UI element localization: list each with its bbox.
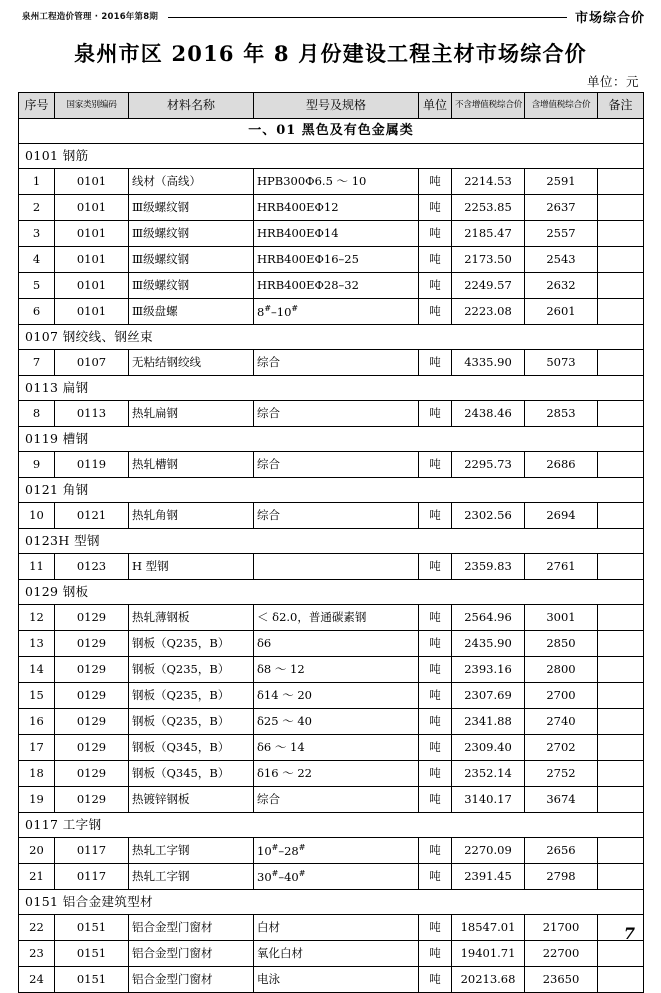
cell-seq: 11 [19, 554, 55, 580]
cell-spec: 8#–10# [254, 299, 419, 325]
group-header-label: 0117 工字钢 [19, 813, 644, 838]
cell-price-incl-tax: 2800 [525, 657, 598, 683]
cell-unit: 吨 [419, 247, 452, 273]
column-header-price-incl-tax: 含增值税综合价 [525, 93, 598, 119]
cell-spec: δ6 [254, 631, 419, 657]
cell-name: Ⅲ级螺纹钢 [129, 221, 254, 247]
cell-price-incl-tax: 5073 [525, 350, 598, 376]
cell-name: Ⅲ级螺纹钢 [129, 247, 254, 273]
cell-unit: 吨 [419, 967, 452, 993]
cell-price-excl-tax: 2391.45 [452, 864, 525, 890]
table-row [19, 350, 644, 376]
cell-unit: 吨 [419, 452, 452, 478]
cell-spec: 综合 [254, 350, 419, 376]
cell-seq: 14 [19, 657, 55, 683]
group-header-row [19, 478, 644, 503]
group-header-row [19, 529, 644, 554]
column-header-spec: 型号及规格 [254, 93, 419, 119]
cell-seq: 9 [19, 452, 55, 478]
cell-code: 0129 [55, 735, 129, 761]
cell-price-excl-tax: 3140.17 [452, 787, 525, 813]
cell-seq: 24 [19, 967, 55, 993]
cell-unit: 吨 [419, 838, 452, 864]
cell-seq: 18 [19, 761, 55, 787]
cell-code: 0101 [55, 273, 129, 299]
cell-unit: 吨 [419, 299, 452, 325]
group-header-row [19, 376, 644, 401]
cell-name: 铝合金型门窗材 [129, 915, 254, 941]
cell-spec: 综合 [254, 452, 419, 478]
cell-seq: 19 [19, 787, 55, 813]
cell-remark [598, 554, 644, 580]
cell-code: 0117 [55, 838, 129, 864]
running-head [0, 6, 661, 26]
cell-seq: 4 [19, 247, 55, 273]
cell-unit: 吨 [419, 554, 452, 580]
table-row [19, 605, 644, 631]
cell-unit: 吨 [419, 503, 452, 529]
cell-unit: 吨 [419, 221, 452, 247]
unit-note: 单位：元 [586, 74, 639, 89]
cell-seq: 16 [19, 709, 55, 735]
cell-name: 热轧薄钢板 [129, 605, 254, 631]
cell-code: 0151 [55, 941, 129, 967]
table-row [19, 709, 644, 735]
cell-spec: HRB400EΦ16–25 [254, 247, 419, 273]
cell-seq: 21 [19, 864, 55, 890]
cell-unit: 吨 [419, 401, 452, 427]
cell-price-excl-tax: 2352.14 [452, 761, 525, 787]
cell-price-incl-tax: 2798 [525, 864, 598, 890]
cell-price-excl-tax: 19401.71 [452, 941, 525, 967]
cell-price-incl-tax: 2601 [525, 299, 598, 325]
cell-price-excl-tax: 2307.69 [452, 683, 525, 709]
group-header-row [19, 813, 644, 838]
cell-remark [598, 915, 644, 941]
cell-remark [598, 735, 644, 761]
running-head-rule [168, 17, 567, 18]
cell-name: 热镀锌钢板 [129, 787, 254, 813]
cell-price-excl-tax: 2214.53 [452, 169, 525, 195]
cell-price-excl-tax: 2438.46 [452, 401, 525, 427]
cell-name: 线材（高线） [129, 169, 254, 195]
cell-spec: δ6 ～ 14 [254, 735, 419, 761]
cell-remark [598, 350, 644, 376]
cell-code: 0129 [55, 605, 129, 631]
cell-unit: 吨 [419, 657, 452, 683]
cell-code: 0101 [55, 169, 129, 195]
cell-code: 0129 [55, 787, 129, 813]
cell-code: 0119 [55, 452, 129, 478]
cell-price-incl-tax: 2702 [525, 735, 598, 761]
cell-name: 钢板（Q235，B） [129, 631, 254, 657]
cell-seq: 10 [19, 503, 55, 529]
cell-price-incl-tax: 2543 [525, 247, 598, 273]
category-title-row [19, 119, 644, 144]
cell-code: 0129 [55, 683, 129, 709]
cell-unit: 吨 [419, 709, 452, 735]
cell-unit: 吨 [419, 195, 452, 221]
cell-code: 0101 [55, 221, 129, 247]
cell-seq: 15 [19, 683, 55, 709]
cell-code: 0129 [55, 657, 129, 683]
cell-name: 钢板（Q235，B） [129, 657, 254, 683]
cell-unit: 吨 [419, 864, 452, 890]
cell-name: 铝合金型门窗材 [129, 967, 254, 993]
cell-unit: 吨 [419, 941, 452, 967]
table-row [19, 401, 644, 427]
table-row [19, 761, 644, 787]
cell-spec: δ16 ～ 22 [254, 761, 419, 787]
table-row [19, 941, 644, 967]
cell-price-incl-tax: 2853 [525, 401, 598, 427]
cell-code: 0117 [55, 864, 129, 890]
table-row [19, 503, 644, 529]
table-row [19, 657, 644, 683]
cell-remark [598, 247, 644, 273]
cell-price-excl-tax: 2393.16 [452, 657, 525, 683]
cell-price-excl-tax: 2295.73 [452, 452, 525, 478]
cell-unit: 吨 [419, 735, 452, 761]
cell-unit: 吨 [419, 169, 452, 195]
table-row [19, 554, 644, 580]
cell-code: 0121 [55, 503, 129, 529]
cell-seq: 3 [19, 221, 55, 247]
cell-remark [598, 709, 644, 735]
group-header-row [19, 580, 644, 605]
group-header-row [19, 325, 644, 350]
cell-remark [598, 401, 644, 427]
table-row [19, 169, 644, 195]
cell-price-incl-tax: 2637 [525, 195, 598, 221]
table-row [19, 864, 644, 890]
cell-code: 0101 [55, 195, 129, 221]
group-header-label: 0121 角钢 [19, 478, 644, 503]
cell-price-incl-tax: 2740 [525, 709, 598, 735]
cell-remark [598, 195, 644, 221]
cell-price-incl-tax: 2761 [525, 554, 598, 580]
cell-spec: 白材 [254, 915, 419, 941]
cell-name: 热轧扁钢 [129, 401, 254, 427]
cell-spec: 氧化白材 [254, 941, 419, 967]
cell-seq: 20 [19, 838, 55, 864]
cell-unit: 吨 [419, 915, 452, 941]
table-row [19, 195, 644, 221]
group-header-label: 0119 槽钢 [19, 427, 644, 452]
cell-code: 0129 [55, 631, 129, 657]
cell-price-incl-tax: 3001 [525, 605, 598, 631]
column-header-price-excl-tax: 不含增值税综合价 [452, 93, 525, 119]
table-header-row [19, 93, 644, 119]
group-header-label: 0107 钢绞线、钢丝束 [19, 325, 644, 350]
cell-spec: HPB300Φ6.5 ～ 10 [254, 169, 419, 195]
page-number: 7 [623, 924, 635, 943]
price-table [18, 92, 644, 993]
cell-name: 钢板（Q235，B） [129, 709, 254, 735]
cell-spec: δ14 ～ 20 [254, 683, 419, 709]
cell-price-excl-tax: 2302.56 [452, 503, 525, 529]
cell-seq: 7 [19, 350, 55, 376]
group-header-label: 0113 扁钢 [19, 376, 644, 401]
table-body [19, 119, 644, 993]
cell-name: 铝合金型门窗材 [129, 941, 254, 967]
cell-remark [598, 221, 644, 247]
running-head-right-text: 市场综合价 [574, 10, 645, 26]
cell-seq: 1 [19, 169, 55, 195]
table-row [19, 273, 644, 299]
cell-seq: 6 [19, 299, 55, 325]
cell-remark [598, 941, 644, 967]
table-row [19, 735, 644, 761]
cell-unit: 吨 [419, 605, 452, 631]
cell-unit: 吨 [419, 273, 452, 299]
cell-remark [598, 605, 644, 631]
table-row [19, 221, 644, 247]
cell-remark [598, 864, 644, 890]
cell-price-incl-tax: 2656 [525, 838, 598, 864]
cell-code: 0101 [55, 247, 129, 273]
cell-name: 热轧工字钢 [129, 864, 254, 890]
cell-price-excl-tax: 4335.90 [452, 350, 525, 376]
cell-price-excl-tax: 2249.57 [452, 273, 525, 299]
cell-spec: 综合 [254, 401, 419, 427]
cell-spec: 10#–28# [254, 838, 419, 864]
table-row [19, 838, 644, 864]
cell-code: 0129 [55, 761, 129, 787]
cell-price-excl-tax: 2435.90 [452, 631, 525, 657]
cell-remark [598, 787, 644, 813]
group-header-label: 0123H 型钢 [19, 529, 644, 554]
table-row [19, 787, 644, 813]
cell-spec [254, 554, 419, 580]
cell-spec: 综合 [254, 503, 419, 529]
cell-price-incl-tax: 2632 [525, 273, 598, 299]
cell-name: 钢板（Q345，B） [129, 735, 254, 761]
cell-price-incl-tax: 23650 [525, 967, 598, 993]
cell-seq: 22 [19, 915, 55, 941]
cell-spec: δ8 ～ 12 [254, 657, 419, 683]
cell-price-excl-tax: 2309.40 [452, 735, 525, 761]
group-header-label: 0129 钢板 [19, 580, 644, 605]
cell-spec: δ25 ～ 40 [254, 709, 419, 735]
cell-price-incl-tax: 2557 [525, 221, 598, 247]
cell-unit: 吨 [419, 350, 452, 376]
group-header-row [19, 427, 644, 452]
column-header-code: 国家类别编码 [55, 93, 129, 119]
cell-spec: HRB400EΦ28–32 [254, 273, 419, 299]
cell-name: 热轧角钢 [129, 503, 254, 529]
table-row [19, 452, 644, 478]
cell-seq: 13 [19, 631, 55, 657]
cell-code: 0113 [55, 401, 129, 427]
cell-seq: 12 [19, 605, 55, 631]
cell-price-excl-tax: 2564.96 [452, 605, 525, 631]
cell-spec: ＜ δ2.0，普通碳素钢 [254, 605, 419, 631]
cell-unit: 吨 [419, 761, 452, 787]
cell-code: 0151 [55, 915, 129, 941]
cell-price-incl-tax: 2850 [525, 631, 598, 657]
cell-seq: 8 [19, 401, 55, 427]
cell-price-incl-tax: 2694 [525, 503, 598, 529]
cell-name: H 型钢 [129, 554, 254, 580]
cell-price-incl-tax: 2686 [525, 452, 598, 478]
cell-code: 0129 [55, 709, 129, 735]
table-row [19, 967, 644, 993]
running-head-left-text: 泉州工程造价管理 · 2016年第8期 [22, 12, 159, 22]
cell-name: Ⅲ级螺纹钢 [129, 195, 254, 221]
column-header-seq: 序号 [19, 93, 55, 119]
cell-remark [598, 683, 644, 709]
cell-spec: HRB400EΦ14 [254, 221, 419, 247]
table-row [19, 247, 644, 273]
cell-seq: 17 [19, 735, 55, 761]
cell-remark [598, 503, 644, 529]
cell-price-excl-tax: 18547.01 [452, 915, 525, 941]
cell-price-incl-tax: 2752 [525, 761, 598, 787]
page-title: 泉州市区 2016 年 8 月份建设工程主材市场综合价 [74, 41, 587, 66]
cell-price-excl-tax: 2185.47 [452, 221, 525, 247]
cell-price-incl-tax: 22700 [525, 941, 598, 967]
price-table-container [18, 92, 643, 993]
cell-price-excl-tax: 20213.68 [452, 967, 525, 993]
cell-name: 钢板（Q235，B） [129, 683, 254, 709]
category-title: 一、01 黑色及有色金属类 [19, 119, 644, 144]
cell-price-excl-tax: 2341.88 [452, 709, 525, 735]
cell-name: 无粘结钢绞线 [129, 350, 254, 376]
cell-unit: 吨 [419, 683, 452, 709]
cell-name: Ⅲ级螺纹钢 [129, 273, 254, 299]
cell-name: 钢板（Q345，B） [129, 761, 254, 787]
table-row [19, 915, 644, 941]
group-header-row [19, 144, 644, 169]
column-header-name: 材料名称 [129, 93, 254, 119]
table-row [19, 299, 644, 325]
cell-spec: 电泳 [254, 967, 419, 993]
cell-seq: 23 [19, 941, 55, 967]
cell-remark [598, 838, 644, 864]
cell-remark [598, 761, 644, 787]
cell-remark [598, 273, 644, 299]
group-header-row [19, 890, 644, 915]
cell-remark [598, 631, 644, 657]
cell-seq: 5 [19, 273, 55, 299]
cell-price-incl-tax: 3674 [525, 787, 598, 813]
cell-spec: 综合 [254, 787, 419, 813]
cell-code: 0107 [55, 350, 129, 376]
cell-code: 0123 [55, 554, 129, 580]
cell-price-incl-tax: 21700 [525, 915, 598, 941]
cell-name: 热轧槽钢 [129, 452, 254, 478]
cell-spec: HRB400EΦ12 [254, 195, 419, 221]
cell-price-excl-tax: 2223.08 [452, 299, 525, 325]
cell-remark [598, 967, 644, 993]
cell-remark [598, 169, 644, 195]
cell-seq: 2 [19, 195, 55, 221]
cell-price-incl-tax: 2591 [525, 169, 598, 195]
cell-spec: 30#–40# [254, 864, 419, 890]
cell-name: 热轧工字钢 [129, 838, 254, 864]
cell-price-excl-tax: 2173.50 [452, 247, 525, 273]
cell-code: 0151 [55, 967, 129, 993]
cell-price-incl-tax: 2700 [525, 683, 598, 709]
table-row [19, 631, 644, 657]
table-row [19, 683, 644, 709]
table-header [19, 93, 644, 119]
column-header-remark: 备注 [598, 93, 644, 119]
cell-remark [598, 452, 644, 478]
cell-unit: 吨 [419, 631, 452, 657]
cell-unit: 吨 [419, 787, 452, 813]
cell-remark [598, 657, 644, 683]
cell-remark [598, 299, 644, 325]
cell-price-excl-tax: 2270.09 [452, 838, 525, 864]
cell-price-excl-tax: 2359.83 [452, 554, 525, 580]
group-header-label: 0101 钢筋 [19, 144, 644, 169]
cell-price-excl-tax: 2253.85 [452, 195, 525, 221]
cell-name: Ⅲ级盘螺 [129, 299, 254, 325]
column-header-unit: 单位 [419, 93, 452, 119]
cell-code: 0101 [55, 299, 129, 325]
group-header-label: 0151 铝合金建筑型材 [19, 890, 644, 915]
